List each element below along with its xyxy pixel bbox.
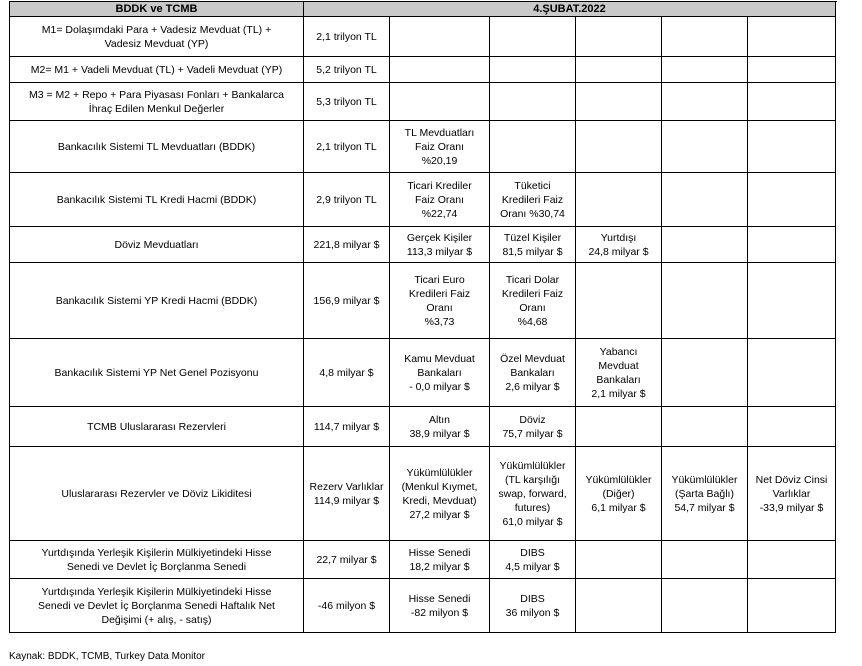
cell-line: 36 milyon $ [505, 606, 560, 619]
cell-line: futures) [514, 501, 551, 514]
breakdown-cell [490, 57, 576, 83]
row-total [304, 263, 390, 339]
breakdown-cell [576, 263, 662, 339]
table-row [10, 227, 836, 263]
cell-line: Kamu Mevduat [404, 352, 475, 365]
row-total [304, 447, 390, 541]
row-total [304, 339, 390, 407]
breakdown-cell [576, 407, 662, 447]
cell-line: %20,19 [421, 154, 458, 167]
header-date: 4.ŞUBAT.2022 [304, 2, 836, 17]
cell-line: -33,9 milyar $ [759, 501, 824, 514]
cell-line: Faiz Oranı [414, 140, 464, 153]
cell-line: Bankacılık Sistemi TL Kredi Hacmi (BDDK) [56, 193, 257, 206]
cell-line: DIBS [520, 546, 545, 559]
breakdown-cell [748, 173, 836, 227]
breakdown-cell [390, 447, 490, 541]
cell-line: M2= M1 + Vadeli Mevduat (TL) + Vadeli Mevduat (YP) [30, 63, 283, 76]
table-row [10, 121, 836, 173]
breakdown-cell [662, 121, 748, 173]
cell-line: Ticari Dolar [505, 273, 560, 286]
row-label [10, 173, 304, 227]
cell-line: 61,0 milyar $ [502, 515, 563, 528]
cell-line: Bankacılık Sistemi YP Net Genel Pozisyonu [54, 366, 259, 379]
row-total [304, 407, 390, 447]
row-label [10, 579, 304, 633]
breakdown-cell [748, 121, 836, 173]
table-row [10, 17, 836, 57]
breakdown-cell [490, 83, 576, 121]
breakdown-cell [662, 263, 748, 339]
cell-line: 38,9 milyar $ [409, 427, 470, 440]
cell-line: Tüzel Kişiler [503, 231, 562, 244]
row-label [10, 121, 304, 173]
cell-line: Kredileri Faiz [501, 193, 564, 206]
breakdown-cell [662, 57, 748, 83]
cell-line: Vadesiz Mevduat (YP) [104, 37, 209, 50]
breakdown-cell [576, 17, 662, 57]
cell-line: Kredileri Faiz [408, 287, 471, 300]
cell-line: 5,3 trilyon TL [316, 95, 377, 108]
cell-line: Senedi ve Devlet İç Borçlanma Senedi [66, 560, 247, 573]
breakdown-cell [390, 17, 490, 57]
cell-line: Ticari Krediler [407, 179, 472, 192]
table-row [10, 407, 836, 447]
cell-line: Net Döviz Cinsi [755, 473, 828, 486]
cell-line: Kredileri Faiz [501, 287, 564, 300]
cell-line: 5,2 trilyon TL [316, 63, 377, 76]
cell-line: 2,1 trilyon TL [316, 140, 377, 153]
breakdown-cell [662, 173, 748, 227]
breakdown-cell [576, 579, 662, 633]
cell-line: Değişimi (+ alış, - satış) [101, 613, 212, 626]
row-label [10, 447, 304, 541]
cell-line: M1= Dolaşımdaki Para + Vadesiz Mevduat (TL) + [41, 23, 272, 36]
cell-line: swap, forward, [498, 487, 567, 500]
cell-line: Hisse Senedi [408, 546, 471, 559]
breakdown-cell [662, 227, 748, 263]
breakdown-cell [576, 57, 662, 83]
cell-line: M3 = M2 + Repo + Para Piyasası Fonları + Bankalarca [28, 88, 285, 101]
cell-line: 81,5 milyar $ [502, 245, 563, 258]
breakdown-cell [748, 541, 836, 579]
breakdown-cell [390, 173, 490, 227]
cell-line: 4,5 milyar $ [505, 560, 560, 573]
cell-line: 2,6 milyar $ [505, 380, 560, 393]
table-row [10, 541, 836, 579]
cell-line: -46 milyon $ [317, 599, 376, 612]
cell-line: Altın [428, 413, 450, 426]
cell-line: 114,7 milyar $ [313, 420, 380, 433]
breakdown-cell [390, 407, 490, 447]
cell-line: Bankaları [417, 366, 462, 379]
cell-line: 2,9 trilyon TL [316, 193, 377, 206]
breakdown-cell [748, 17, 836, 57]
breakdown-cell [662, 339, 748, 407]
breakdown-cell [748, 57, 836, 83]
breakdown-cell [662, 17, 748, 57]
cell-line: 156,9 milyar $ [313, 294, 380, 307]
source-note: Kaynak: BDDK, TCMB, Turkey Data Monitor [9, 651, 205, 662]
breakdown-cell [576, 541, 662, 579]
cell-line: - 0,0 milyar $ [409, 380, 470, 393]
cell-line: Döviz Mevduatları [114, 238, 199, 251]
data-table [9, 1, 836, 633]
cell-line: Tüketici [514, 179, 551, 192]
cell-line: Bankacılık Sistemi YP Kredi Hacmi (BDDK) [55, 294, 258, 307]
breakdown-cell [748, 407, 836, 447]
cell-line: 18,2 milyar $ [409, 560, 470, 573]
breakdown-cell [576, 447, 662, 541]
row-label [10, 227, 304, 263]
breakdown-cell [490, 227, 576, 263]
table-row [10, 579, 836, 633]
breakdown-cell [576, 339, 662, 407]
cell-line: Döviz [519, 413, 546, 426]
cell-line: 75,7 milyar $ [502, 427, 563, 440]
cell-line: Yurtdışında Yerleşik Kişilerin Mülkiyetindeki Hisse [41, 585, 272, 598]
breakdown-cell [576, 173, 662, 227]
breakdown-cell [490, 263, 576, 339]
table-row [10, 57, 836, 83]
breakdown-cell [390, 227, 490, 263]
breakdown-cell [390, 121, 490, 173]
breakdown-cell [490, 579, 576, 633]
breakdown-cell [576, 121, 662, 173]
breakdown-cell [748, 83, 836, 121]
row-label [10, 407, 304, 447]
row-label [10, 17, 304, 57]
table-row [10, 173, 836, 227]
cell-line: Mevduat [598, 359, 639, 372]
header-left: BDDK ve TCMB [10, 2, 304, 17]
cell-line: 24,8 milyar $ [588, 245, 649, 258]
cell-line: Bankacılık Sistemi TL Mevduatları (BDDK) [57, 140, 256, 153]
cell-line: %22,74 [421, 207, 458, 220]
cell-line: (Menkul Kıymet, [401, 480, 478, 493]
breakdown-cell [490, 407, 576, 447]
breakdown-cell [390, 541, 490, 579]
breakdown-cell [662, 579, 748, 633]
cell-line: 4,8 milyar $ [319, 366, 374, 379]
breakdown-cell [748, 227, 836, 263]
row-total [304, 57, 390, 83]
breakdown-cell [662, 447, 748, 541]
cell-line: (Diğer) [602, 487, 635, 500]
row-total [304, 173, 390, 227]
cell-line: Hisse Senedi [408, 592, 471, 605]
table-row [10, 447, 836, 541]
breakdown-cell [490, 121, 576, 173]
breakdown-cell [576, 227, 662, 263]
row-total [304, 579, 390, 633]
row-label [10, 541, 304, 579]
cell-line: Yurtdışında Yerleşik Kişilerin Mülkiyetindeki Hisse [41, 546, 272, 559]
cell-line: 22,7 milyar $ [316, 553, 377, 566]
breakdown-cell [662, 541, 748, 579]
cell-line: 6,1 milyar $ [591, 501, 646, 514]
breakdown-cell [490, 447, 576, 541]
row-total [304, 227, 390, 263]
cell-line: Varlıklar [772, 487, 811, 500]
cell-line: Yurtdışı [600, 231, 637, 244]
cell-line: Rezerv Varlıklar [309, 480, 384, 493]
breakdown-cell [390, 339, 490, 407]
cell-line: Ticari Euro [414, 273, 465, 286]
cell-line: -82 milyon $ [410, 606, 469, 619]
cell-line: Faiz Oranı [414, 193, 464, 206]
cell-line: Yükümlülükler [671, 473, 738, 486]
breakdown-cell [390, 263, 490, 339]
cell-line: TL Mevduatları [404, 126, 475, 139]
breakdown-cell [662, 407, 748, 447]
breakdown-cell [390, 83, 490, 121]
breakdown-cell [748, 579, 836, 633]
breakdown-cell [748, 339, 836, 407]
cell-line: 114,9 milyar $ [313, 494, 380, 507]
table-row [10, 263, 836, 339]
cell-line: 2,1 milyar $ [591, 387, 646, 400]
cell-line: %3,73 [424, 315, 455, 328]
cell-line: Senedi ve Devlet İç Borçlanma Senedi Haftalık Net [38, 599, 275, 612]
cell-line: TCMB Uluslararası Rezervleri [87, 420, 226, 433]
row-total [304, 541, 390, 579]
row-label [10, 57, 304, 83]
cell-line: (Şarta Bağlı) [675, 487, 734, 500]
breakdown-cell [390, 579, 490, 633]
cell-line: DIBS [520, 592, 545, 605]
row-total [304, 17, 390, 57]
row-total [304, 121, 390, 173]
breakdown-cell [490, 541, 576, 579]
table-row [10, 83, 836, 121]
cell-line: Gerçek Kişiler [406, 231, 473, 244]
cell-line: 221,8 milyar $ [313, 238, 380, 251]
breakdown-cell [748, 263, 836, 339]
breakdown-cell [390, 57, 490, 83]
cell-line: Bankaları [596, 373, 641, 386]
cell-line: Oranı [426, 301, 453, 314]
cell-line: Özel Mevduat [500, 352, 565, 365]
cell-line: (TL karşılığı [504, 473, 561, 486]
cell-line: 27,2 milyar $ [409, 508, 470, 521]
row-label [10, 83, 304, 121]
cell-line: Yükümlülükler [585, 473, 652, 486]
breakdown-cell [490, 339, 576, 407]
cell-line: 2,1 trilyon TL [316, 30, 377, 43]
cell-line: 54,7 milyar $ [674, 501, 735, 514]
cell-line: Kredi, Mevduat) [402, 494, 477, 507]
cell-line: Yükümlülükler [406, 466, 473, 479]
breakdown-cell [490, 17, 576, 57]
breakdown-cell [490, 173, 576, 227]
cell-line: Yükümlülükler [499, 459, 566, 472]
cell-line: Yabancı [599, 345, 638, 358]
breakdown-cell [748, 447, 836, 541]
cell-line: Uluslararası Rezervler ve Döviz Likiditesi [61, 487, 252, 500]
cell-line: Oranı %30,74 [500, 207, 565, 220]
cell-line: 113,3 milyar $ [406, 245, 473, 258]
cell-line: İhraç Edilen Menkul Değerler [88, 102, 225, 115]
header-row [10, 2, 836, 17]
row-label [10, 339, 304, 407]
row-label [10, 263, 304, 339]
breakdown-cell [576, 83, 662, 121]
table-row [10, 339, 836, 407]
breakdown-cell [662, 83, 748, 121]
row-total [304, 83, 390, 121]
cell-line: %4,68 [517, 315, 548, 328]
cell-line: Bankaları [510, 366, 555, 379]
cell-line: Oranı [519, 301, 546, 314]
